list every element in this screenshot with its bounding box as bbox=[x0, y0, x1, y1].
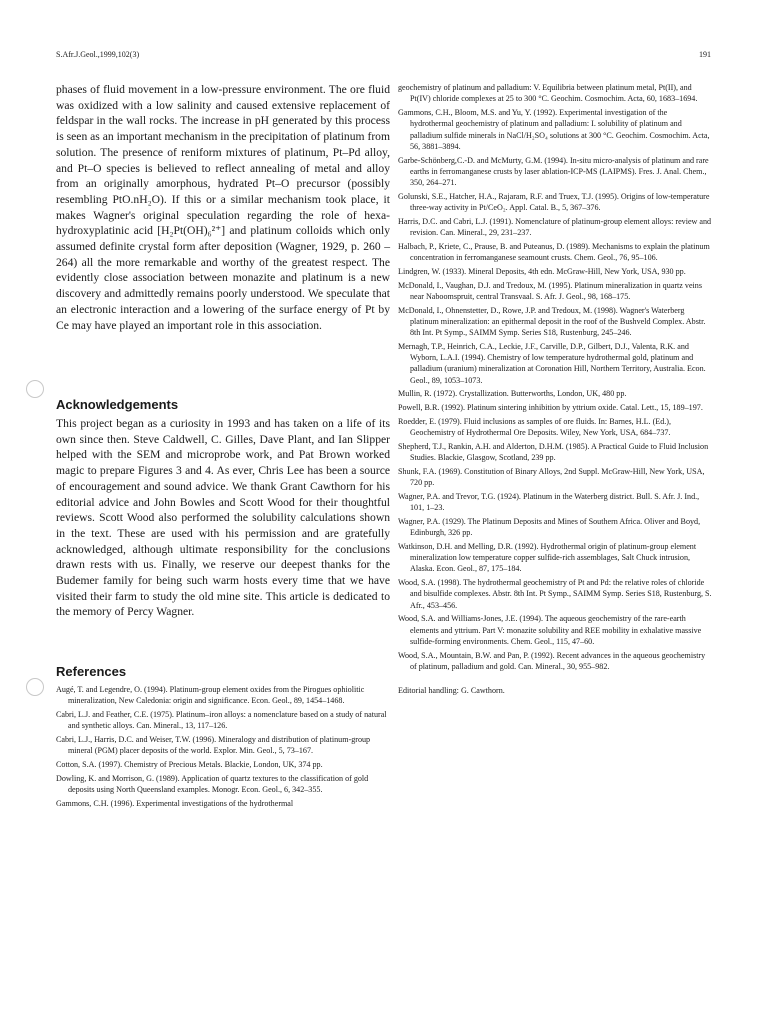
reference-entry: Wood, S.A. (1998). The hydrothermal geochemistry of Pt and Pd: the relative roles of chloride and bisulfide complexes. Abstr. 8th Int. Pt Symp., SAIMM Symp. Series S18, Rustenburg, S. Afr., 453–456. bbox=[398, 578, 712, 610]
reference-entry: Dowling, K. and Morrison, G. (1989). Application of quartz textures to the classification of gold deposits using North Queensland examples. Monogr. Econ. Geol., 6, 342–355. bbox=[56, 773, 369, 794]
reference-entry: Harris, D.C. and Cabri, L.J. (1991). Nomenclature of platinum-group element alloys: review and revision. Can. Mineral., 29, 231–237. bbox=[398, 216, 712, 237]
reference-entry: Cabri, L.J. and Feather, C.E. (1975). Platinum–iron alloys: a nomenclature based on a study of natural and synthetic alloys. Can. Mineral., 13, 117–126. bbox=[56, 710, 387, 731]
reference-entry: Golunski, S.E., Hatcher, H.A., Rajaram, R.F. and Truex, T.J. (1995). Origins of low-temperature three-way activity in Pt/CeO₂. Appl. Catal. B., 5, 367–376. bbox=[398, 191, 710, 212]
reference-list-left bbox=[56, 684, 390, 809]
right-column bbox=[398, 82, 712, 695]
acknowledgements-text: This project began as a curiosity in 1993 and has taken on a life of its own since then. Steve Caldwell, C. Gilles, Dave Plant, and Ian Slipper helped with the SEM and microprobe work, and Pat Brown worked magic to prepare Figures 3 and 4. As ever, Chris Lee has been a source of encouragement and sound advice. We thank Grant Cawthorn for his editorial advice and John Bowles and Scott Wood for their thoughtful reviews. Scott Wood also performed the solubility calculations shown in the text. These are used with his permission and are gratefully acknowledged, although ultimate responsibility for the conclusions drawn rests with us. Finally, we reserve our deepest thanks for the Budemer family for being such warm hosts every time that we have visited their farm to study the old mine site. This article is dedicated to the memory of Percy Wagner. bbox=[56, 417, 390, 619]
reference-entry: Augé, T. and Legendre, O. (1994). Platinum-group element oxides from the Pirogues ophiolitic mineralization, New Caledonia: origin and significance. Econ. Geol., 89, 1454–1468. bbox=[56, 685, 365, 706]
punch-hole-mark bbox=[26, 678, 44, 696]
reference-entry: Roedder, E. (1979). Fluid inclusions as samples of ore fluids. In: Barnes, H.L. (Ed.), Geochemistry of Hydrothermal Ore Deposits. Wiley, New York, USA, 684–737. bbox=[398, 416, 672, 437]
reference-list-right bbox=[398, 82, 712, 672]
acknowledgements-section bbox=[56, 397, 390, 620]
reference-entry: Watkinson, D.H. and Melling, D.R. (1992). Hydrothermal origin of platinum-group element mineralization low temperature copper sulfide-rich assemblages, Salt Chuck intrusion, Alaska. Econ. Geol., 87, 175–184. bbox=[398, 541, 697, 574]
journal-citation: S.Afr.J.Geol.,1999,102(3) bbox=[56, 50, 140, 59]
reference-entry: Wood, S.A. and Williams-Jones, J.E. (1994). The aqueous geochemistry of the rare-earth elements and yttrium. Part V: monazite solubility and REE mobility in exhalative massive sulfide-forming environments. Chem. Geol., 115, 47–60. bbox=[398, 614, 702, 646]
page-number: 191 bbox=[699, 50, 711, 59]
reference-entry: McDonald, I., Ohnenstetter, D., Rowe, J.P. and Tredoux, M. (1998). Wagner's Waterberg platinum mineralization: an epithermal deposit in the roof of the Bushveld Complex. Abstr. 8th Int. Pt Symp., SAIMM Symp. Series S18, Rustenburg, 245–246. bbox=[398, 305, 706, 337]
reference-entry: Mullin, R. (1972). Crystallization. Butterworths, London, UK, 480 pp. bbox=[398, 389, 627, 399]
left-column bbox=[56, 82, 390, 333]
reference-entry: Gammons, C.H., Bloom, M.S. and Yu, Y. (1992). Experimental investigation of the hydrothermal geochemistry of platinum and palladium: I. solubility of platinum and palladium sulfide minerals in NaCl/H₂SO₄ solutions at 300 °C. Geochim. Cosmochim. Acta, 56, 3881–3894. bbox=[398, 108, 710, 151]
reference-entry: Wagner, P.A. (1929). The Platinum Deposits and Mines of Southern Africa. Oliver and Boyd, Edinburgh, 326 pp. bbox=[398, 516, 701, 537]
reference-entry: Cotton, S.A. (1997). Chemistry of Precious Metals. Blackie, London, UK, 374 pp. bbox=[56, 760, 323, 769]
conclusion-paragraph: phases of fluid movement in a low-pressure environment. The ore fluid was oxidized with a low salinity and caused extensive replacement of feldspar in the wall rocks. The increase in pH generated by this process is seen as an important mechanism in the precipitation of platinum from solution. The presence of reniform mixtures of platinum, Pt–Pd alloy, and Pt–O species is believed to reflect annealing of metal and alloy from an originally amorphous, hydrated Pt–O precursor (possibly resembling PtO.nH₂O). If this or a similar mechanism took place, it makes Wagner's original speculation regarding the role of hexa-hydroxyplatinic acid [H₂Pt(OH)₆²⁺] and platinum colloids which only assumed definite crystal form after deposition (Wagner, 1929, p. 260 – 264) all the more remarkable and worthy of the greatest respect. The evidently close association between monazite and platinum is a new discovery and admittedly remains poorly understood. We speculate that an electronic interaction and a lowering of the surface energy of Pt by Ce may have played an important role in this association. bbox=[56, 83, 390, 332]
reference-entry: Wagner, P.A. and Trevor, T.G. (1924). Platinum in the Waterberg district. Bull. S. Afr. J. Ind., 101, 1–23. bbox=[398, 491, 700, 512]
reference-entry: Gammons, C.H. (1996). Experimental investigations of the hydrothermal bbox=[56, 798, 294, 808]
reference-entry: Shunk, F.A. (1969). Constitution of Binary Alloys, 2nd Suppl. McGraw-Hill, New York, USA, 720 pp. bbox=[398, 466, 705, 487]
reference-entry: Halbach, P., Kriete, C., Prause, B. and Puteanus, D. (1989). Mechanisms to explain the platinum concentration in ferromanganese seamount crusts. Chem. Geol., 76, 95–106. bbox=[398, 241, 710, 262]
references-section-left bbox=[56, 664, 390, 812]
editorial-handling: Editorial handling: G. Cawthorn. bbox=[398, 686, 505, 695]
reference-entry: Shepherd, T.J., Rankin, A.H. and Alderton, D.H.M. (1985). A Practical Guide to Fluid Inclusion Studies. Blackie, Glasgow, Scotland, 239 pp. bbox=[398, 441, 709, 462]
running-header bbox=[56, 50, 711, 64]
reference-entry: Powell, B.R. (1992). Platinum sintering inhibition by yttrium oxide. Catal. Lett., 15, 189–197. bbox=[398, 403, 703, 412]
punch-hole-mark bbox=[26, 380, 44, 398]
reference-entry: Lindgren, W. (1933). Mineral Deposits, 4th edn. McGraw-Hill, New York, USA, 930 pp. bbox=[398, 266, 686, 276]
reference-entry: Garbe-Schönberg,C.-D. and McMurty, G.M. (1994). In-situ micro-analysis of platinum and rare earths in ferromanganese crusts by laser ablation-ICP-MS (LAIPMS). Fres. J. Anal. Chem., 350, 264–271. bbox=[398, 155, 709, 187]
references-heading: References bbox=[56, 664, 127, 679]
reference-entry: geochemistry of platinum and palladium: V. Equilibria between platinum metal, Pt(II), and Pt(IV) chloride complexes at 25 to 300 °C. Geochim. Cosmochim. Acta, 60, 1683–1694. bbox=[398, 83, 698, 104]
reference-entry: Mernagh, T.P., Heinrich, C.A., Leckie, J.F., Carville, D.P., Gilbert, D.J., Valenta, R.K. and Wyborn, L.A.I. (1994). Chemistry of low temperature hydrothermal gold, platinum and palladium (uranium) mineralization at Coronation Hill, Northern Territory, Australia. Econ. Geol., 89, 1053–1073. bbox=[398, 341, 706, 385]
reference-entry: McDonald, I., Vaughan, D.J. and Tredoux, M. (1995). Platinum mineralization in quartz veins near Naboomspruit, central Transvaal. S. Afr. J. Geol., 98, 168–175. bbox=[398, 280, 702, 301]
reference-entry: Cabri, L.J., Harris, D.C. and Weiser, T.W. (1996). Mineralogy and distribution of platinum-group mineral (PGM) placer deposits of the world. Explor. Min. Geol., 5, 73–167. bbox=[56, 735, 371, 756]
reference-entry: Wood, S.A., Mountain, B.W. and Pan, P. (1992). Recent advances in the aqueous geochemistry of platinum, palladium and gold. Can. Mineral., 30, 955–982. bbox=[398, 650, 706, 671]
acknowledgements-heading: Acknowledgements bbox=[56, 397, 179, 412]
